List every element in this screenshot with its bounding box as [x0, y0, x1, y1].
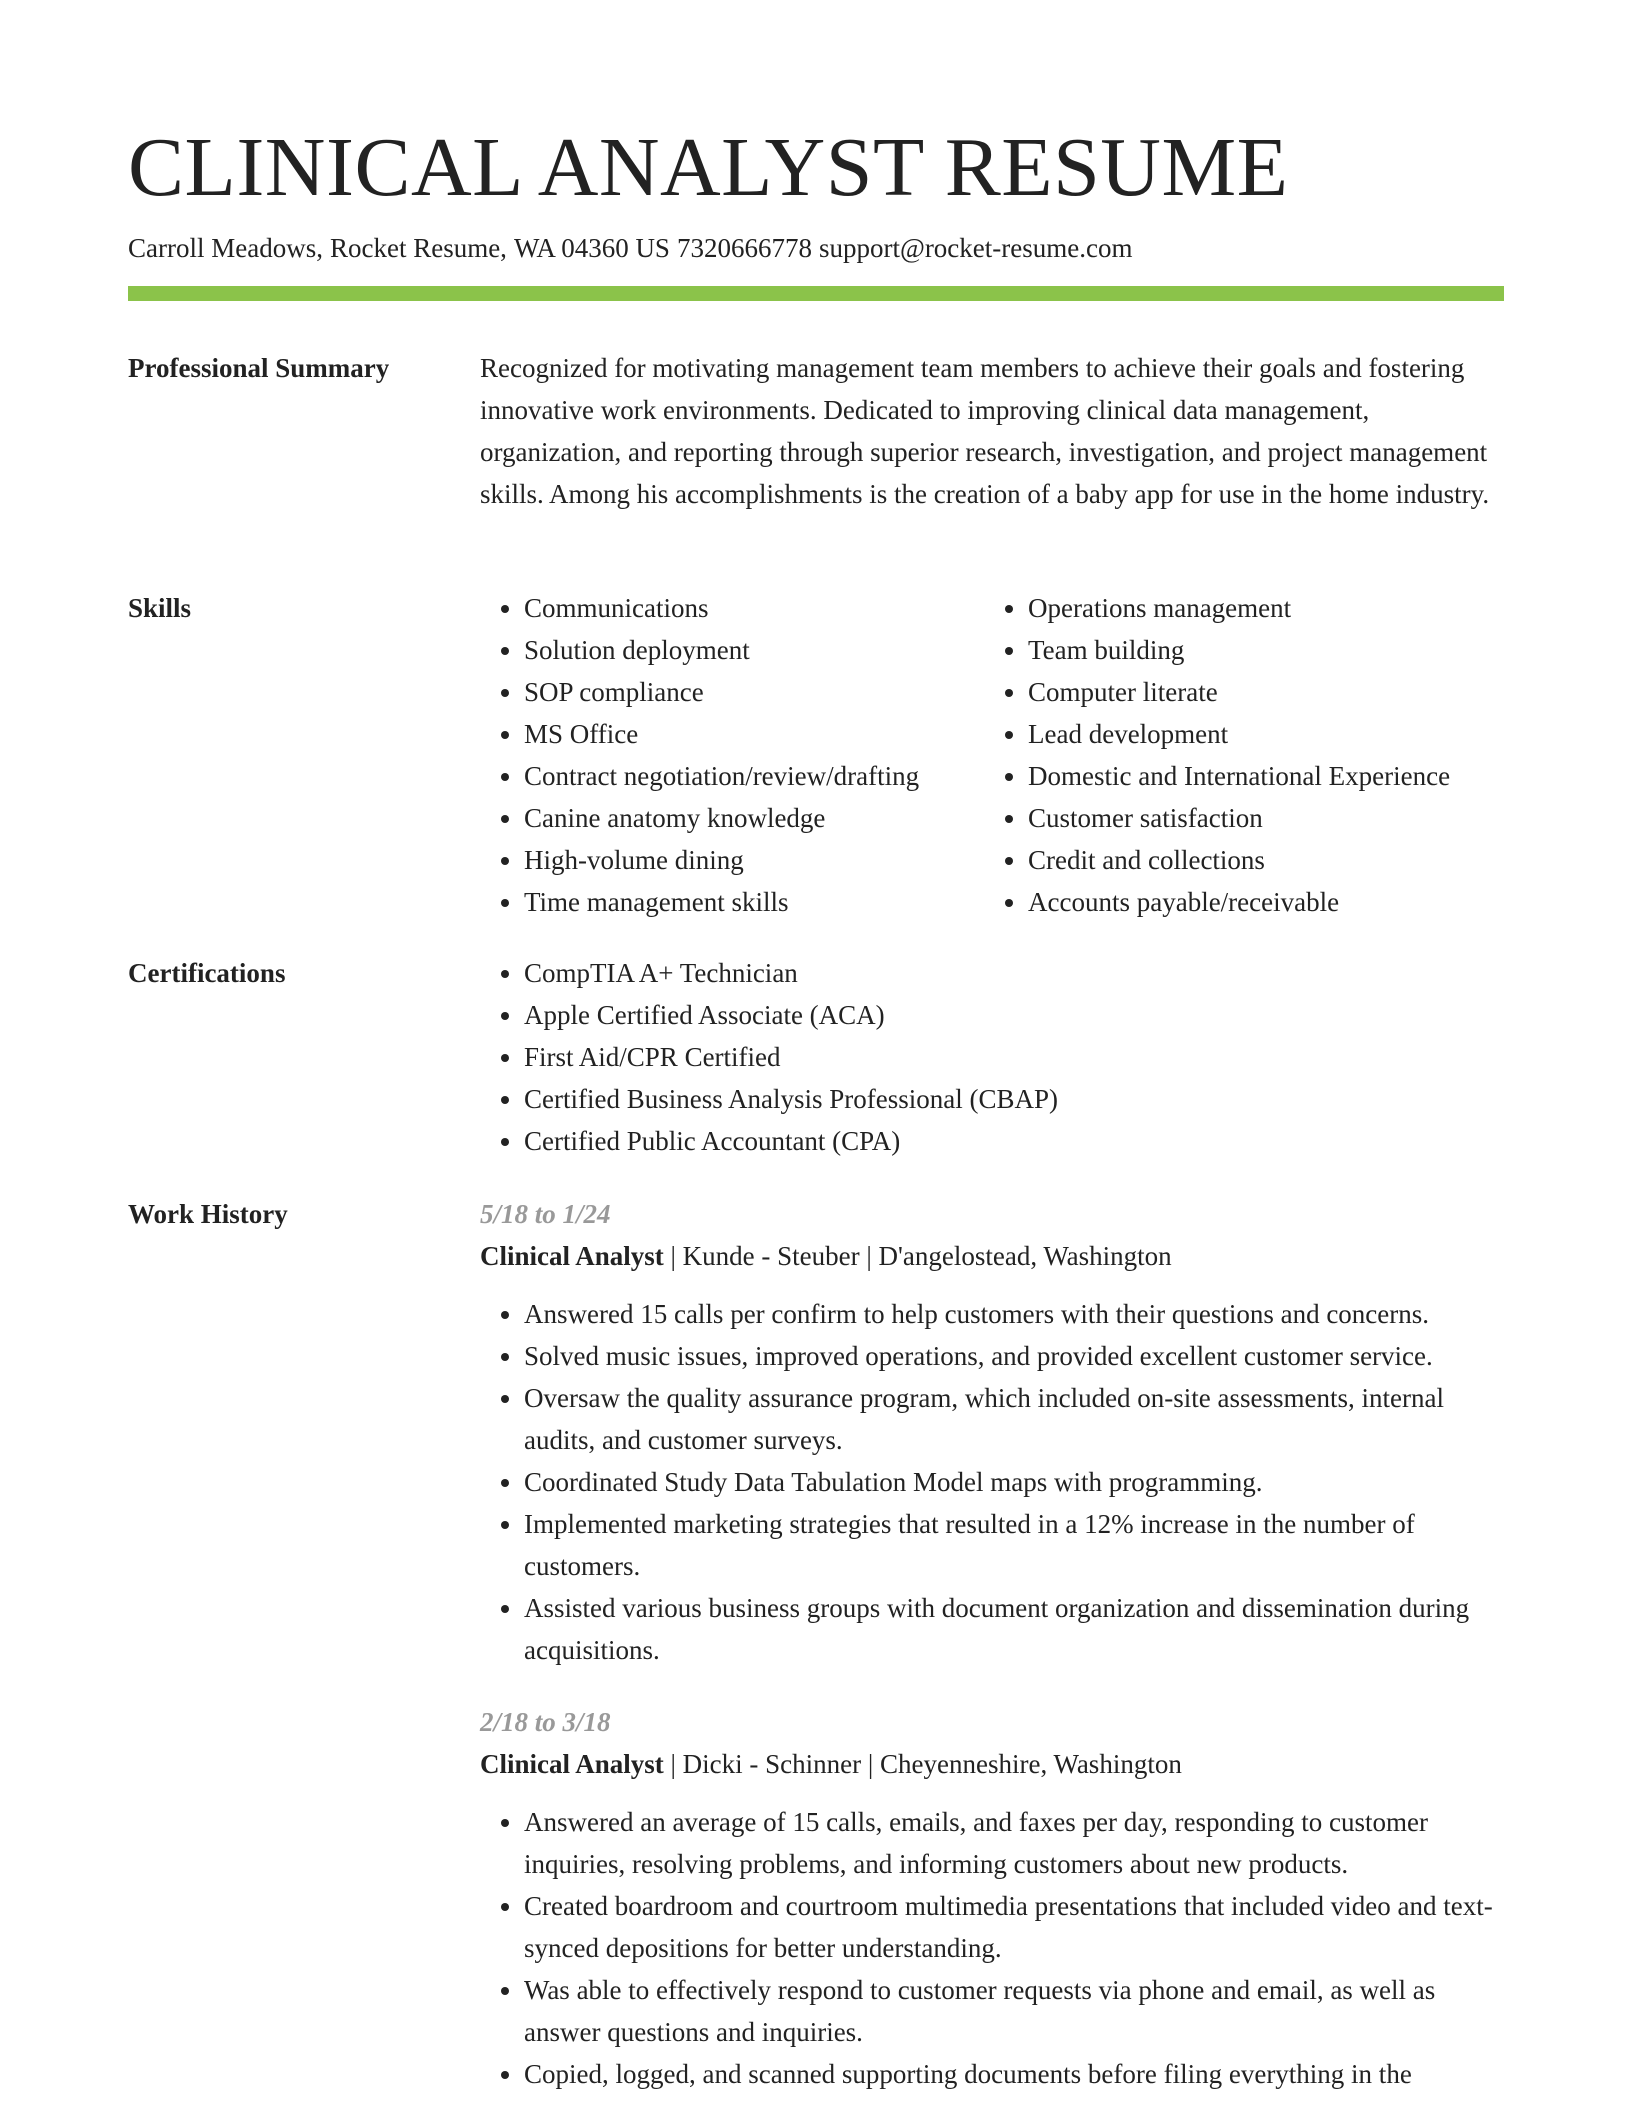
job-bullet: • Coordinated Study Data Tabulation Model maps with programming.: [524, 1461, 1504, 1503]
certification-item: • Apple Certified Associate (ACA): [524, 994, 1504, 1036]
job-bullet: • Assisted various business groups with document organization and dissemination during acquisitions.: [524, 1587, 1504, 1671]
skill-item: • Accounts payable/receivable: [1028, 881, 1504, 923]
skills-label: Skills: [128, 593, 192, 623]
job-bullets: [480, 1801, 1504, 2095]
summary-label: Professional Summary: [128, 353, 390, 383]
skills-body: [480, 587, 1504, 923]
job-details: | Dicki - Schinner | Cheyenneshire, Washington: [663, 1749, 1182, 1779]
skills-list-2: [984, 587, 1504, 923]
skills-list-1: [480, 587, 984, 923]
header-divider: [128, 286, 1504, 301]
summary-text: Recognized for motivating management team members to achieve their goals and fostering innovative work environments. Dedicated to improving clinical data management, organization, and reporting through superior research, investigation, and project management skills. Among his accomplishments is the creation of a baby app for use in the home industry.: [480, 353, 1490, 509]
skills-grid: [480, 587, 1504, 923]
job-dates: 2/18 to 3/18: [480, 1707, 611, 1737]
skill-item: • Operations management: [1028, 587, 1504, 629]
job-dates: 5/18 to 1/24: [480, 1199, 611, 1229]
certifications-body: [480, 952, 1504, 1162]
skill-item: • Communications: [524, 587, 984, 629]
skill-item: • Time management skills: [524, 881, 984, 923]
skill-item: • Solution deployment: [524, 629, 984, 671]
work-history-label: Work History: [128, 1199, 288, 1229]
job-bullet: • Oversaw the quality assurance program, which included on-site assessments, internal audits, and customer surveys.: [524, 1377, 1504, 1461]
job-bullet: • Implemented marketing strategies that resulted in a 12% increase in the number of customers.: [524, 1503, 1504, 1587]
job-bullets: [480, 1293, 1504, 1671]
job-bullet: • Was able to effectively respond to customer requests via phone and email, as well as answer questions and inquiries.: [524, 1969, 1504, 2053]
job-bullet: • Answered an average of 15 calls, emails, and faxes per day, responding to customer inquiries, resolving problems, and informing customers about new products.: [524, 1801, 1504, 1885]
skill-item: • Computer literate: [1028, 671, 1504, 713]
job-title: Clinical Analyst: [480, 1241, 664, 1271]
skills-column-2: [984, 587, 1504, 923]
job-entry: [480, 1701, 1504, 2095]
skills-column-1: [480, 587, 984, 923]
job-bullet: • Answered 15 calls per confirm to help customers with their questions and concerns.: [524, 1293, 1504, 1335]
certifications-label: Certifications: [128, 958, 286, 988]
contact-email: support@rocket-resume.com: [818, 233, 1133, 263]
certification-item: • Certified Business Analysis Professional (CBAP): [524, 1078, 1504, 1120]
job-header: [480, 1743, 1504, 1785]
certification-item: • First Aid/CPR Certified: [524, 1036, 1504, 1078]
contact-location: WA 04360 US: [513, 233, 670, 263]
certification-item: • CompTIA A+ Technician: [524, 952, 1504, 994]
work-history-body: [480, 1193, 1504, 2125]
skill-item: • Canine anatomy knowledge: [524, 797, 984, 839]
job-title: Clinical Analyst: [480, 1749, 664, 1779]
contact-line: [128, 230, 1139, 266]
skill-item: • High-volume dining: [524, 839, 984, 881]
resume-title: CLINICAL ANALYST RESUME: [128, 121, 1289, 214]
contact-company: Rocket Resume,: [329, 233, 507, 263]
certifications-list: [480, 952, 1504, 1162]
job-bullet: • Created boardroom and courtroom multimedia presentations that included video and text-synced depositions for better understanding.: [524, 1885, 1504, 1969]
contact-name: Carroll Meadows,: [128, 233, 323, 263]
job-bullet: • Copied, logged, and scanned supporting documents before filing everything in the: [524, 2053, 1504, 2095]
contact-phone: 7320666778: [676, 233, 812, 263]
skill-item: • SOP compliance: [524, 671, 984, 713]
skill-item: • Team building: [1028, 629, 1504, 671]
skill-item: • Contract negotiation/review/drafting: [524, 755, 984, 797]
skill-item: • Credit and collections: [1028, 839, 1504, 881]
skill-item: • Customer satisfaction: [1028, 797, 1504, 839]
certification-item: • Certified Public Accountant (CPA): [524, 1120, 1504, 1162]
skill-item: • MS Office: [524, 713, 984, 755]
job-entry: [480, 1193, 1504, 1671]
summary-body: [480, 347, 1504, 515]
skill-item: • Lead development: [1028, 713, 1504, 755]
job-details: | Kunde - Steuber | D'angelostead, Washington: [663, 1241, 1172, 1271]
job-bullet: • Solved music issues, improved operations, and provided excellent customer service.: [524, 1335, 1504, 1377]
skill-item: • Domestic and International Experience: [1028, 755, 1504, 797]
job-header: [480, 1235, 1504, 1277]
